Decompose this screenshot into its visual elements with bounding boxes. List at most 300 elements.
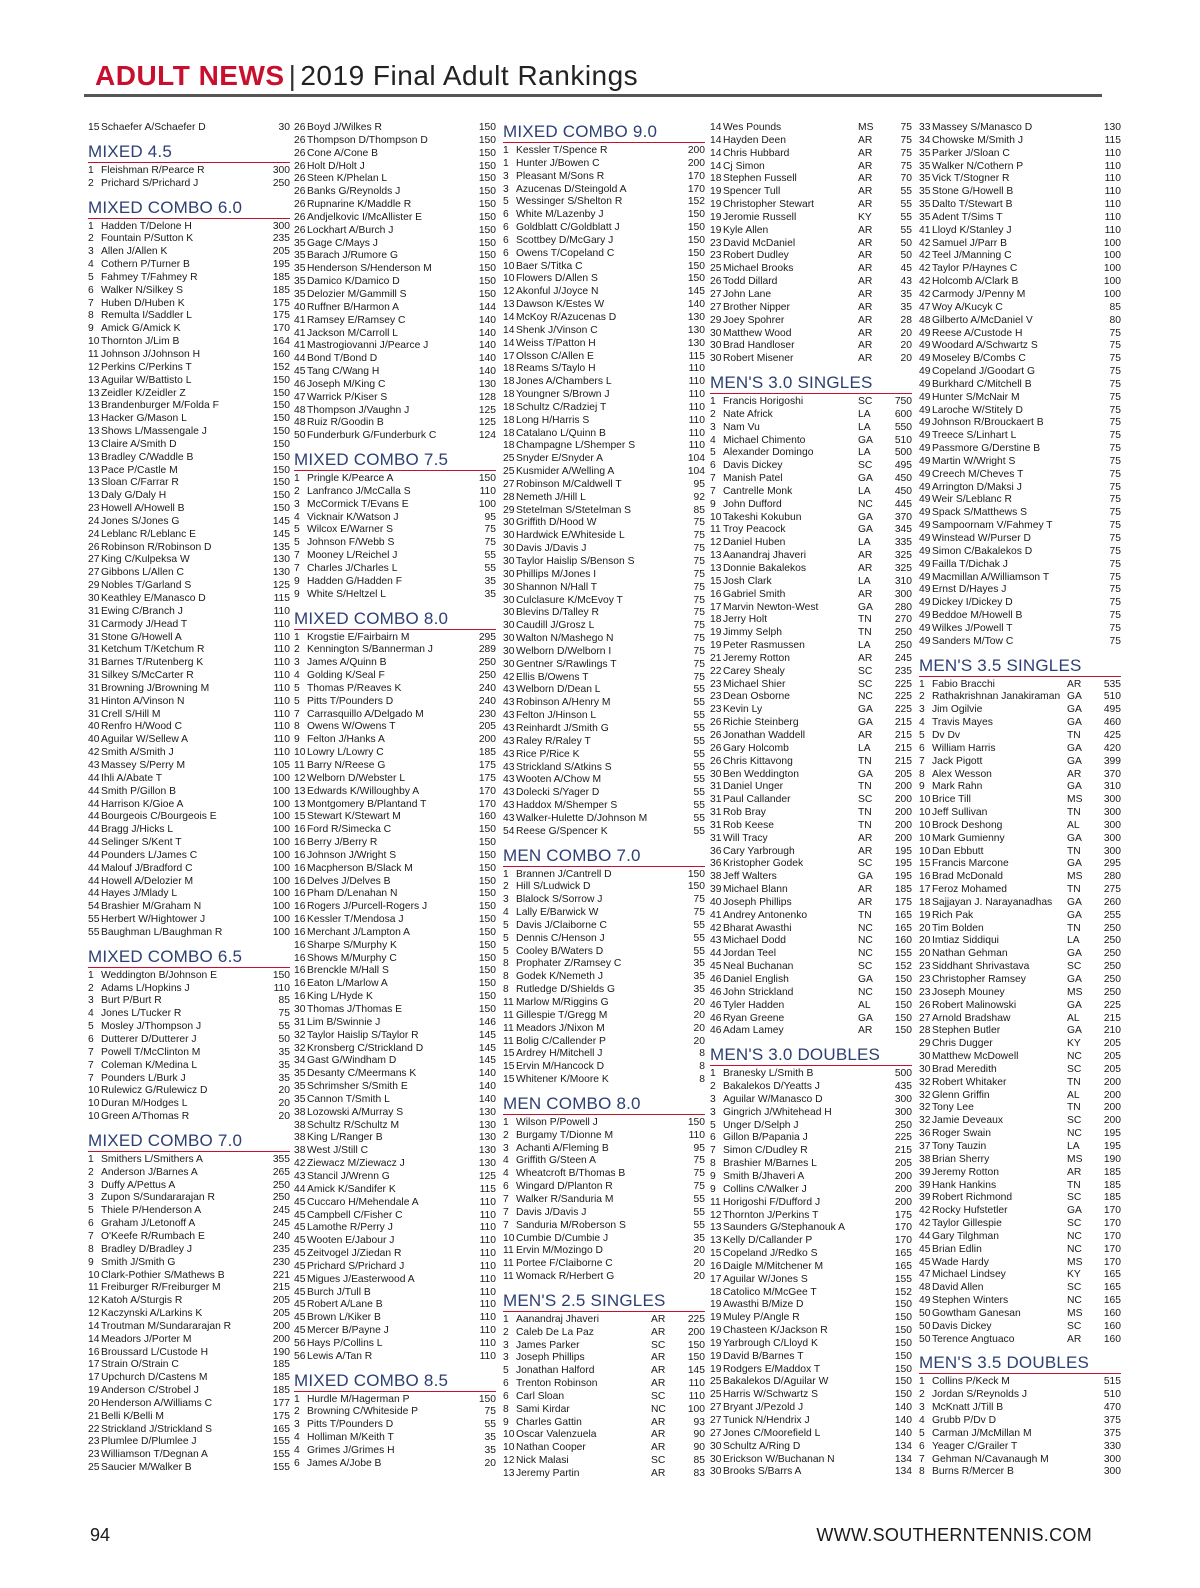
points: 150 [478,173,496,185]
rank: 30 [503,607,515,619]
ranking-row [88,773,290,786]
ranking-row [919,225,1121,238]
points: 170 [687,183,705,195]
player-name: Adams L/Hopkins J [101,982,190,994]
ranking-row [503,248,705,261]
player-name: Daniel Huben [723,537,786,549]
ranking-row [88,1372,290,1385]
player-name: Pham D/Lenahan N [307,888,398,900]
rank: 1 [919,1376,925,1388]
ranking-row [503,1233,705,1246]
points: 35 [484,588,496,600]
player-name: Zeitvogel J/Ziedan R [307,1248,402,1260]
rank: 13 [88,464,100,476]
points: 50 [278,1034,290,1045]
rank: 4 [88,259,94,271]
rank: 7 [294,550,300,562]
ranking-row [919,974,1121,987]
points: 150 [894,999,912,1011]
rank: 31 [710,781,722,793]
ranking-row [294,863,496,876]
player-name: Hayes J/Mlady L [101,888,178,900]
rank: 30 [503,620,515,632]
section-title: MIXED COMBO 7.0 [88,1131,290,1152]
player-name: Smith A/Smith J [101,747,174,759]
state: SC [1067,1192,1082,1204]
ranking-row [919,1321,1121,1334]
player-name: McKnatt J/Till B [932,1402,1004,1414]
ranking-row [503,1130,705,1143]
points: 225 [894,1132,912,1144]
rank: 13 [710,550,722,562]
state: TN [1067,1102,1081,1114]
rank: 56 [294,1337,306,1349]
ranking-row [88,1073,290,1086]
rank: 26 [710,755,722,767]
state: GA [1067,896,1082,908]
player-name: Azucenas D/Steingold A [516,183,627,195]
rank: 6 [919,742,925,754]
section-title: MIXED COMBO 8.5 [294,1371,496,1392]
ranking-row [919,263,1121,276]
player-name: Lally E/Barwick W [516,907,599,919]
points: 150 [272,400,290,412]
points: 150 [272,413,290,425]
page-header [95,60,638,92]
player-name: Jeff Walters [723,871,777,883]
rank: 26 [294,134,306,146]
ranking-row [294,734,496,747]
points: 75 [484,1406,496,1418]
points: 165 [272,1423,290,1435]
player-name: Charles J/Charles L [307,563,398,574]
rank: 16 [294,978,306,990]
points: 20 [278,1111,290,1123]
rank: 18 [503,389,515,401]
ranking-row [710,238,912,251]
rank: 3 [503,183,509,195]
rank: 42 [710,922,722,934]
ranking-row [919,1441,1121,1454]
ranking-row [88,1180,290,1193]
state: GA [858,704,873,716]
player-name: Rodgers E/Maddox T [723,1363,821,1375]
state: TN [1067,1179,1081,1191]
points: 145 [687,286,705,298]
player-name: Welborn D/Webster L [307,772,406,784]
player-name: Massey S/Perry M [101,759,186,771]
state: AR [651,1468,666,1479]
player-name: Aanandraj Jhaveri [723,550,806,562]
points: 200 [1103,1102,1121,1114]
player-name: Taylor Haislip S/Taylor R [307,1029,419,1041]
points: 95 [484,511,496,523]
ranking-row [294,991,496,1004]
player-name: Alexander Domingo [723,447,814,459]
rank: 30 [503,658,515,670]
points: 325 [894,550,912,562]
player-name: Golding K/Seal F [307,670,385,682]
ranking-row [294,657,496,670]
points: 75 [1109,430,1121,442]
rank: 25 [710,1389,722,1401]
player-name: James A/Jobe B [307,1457,382,1469]
points: 150 [478,862,496,874]
ranking-row [710,289,912,302]
rank: 14 [503,311,515,323]
rank: 35 [919,173,931,185]
player-name: Gehman N/Cavanaugh M [932,1453,1049,1465]
player-name: Weddington B/Johnson E [101,969,218,981]
rank: 14 [88,1333,100,1345]
points: 150 [478,237,496,249]
rank: 15 [88,122,100,133]
player-name: Christopher Ramsey [932,974,1026,985]
ranking-row [88,1008,290,1021]
ranking-row [710,122,912,135]
ranking-row [88,1257,290,1270]
rank: 46 [710,999,722,1011]
ranking-row [919,1128,1121,1141]
rank: 41 [919,224,931,236]
state: SC [858,460,873,472]
ranking-row [294,799,496,812]
rank: 44 [88,798,100,810]
points: 300 [272,220,290,232]
rank: 31 [88,605,100,617]
column-5 [919,122,1121,1481]
points: 80 [1109,314,1121,326]
player-name: Robert Whitaker [932,1076,1007,1088]
points: 164 [272,336,290,348]
ranking-row [503,222,705,235]
rank: 43 [503,812,515,824]
player-name: Felton J/Hanks A [307,734,385,746]
points: 150 [478,147,496,159]
player-name: Green A/Thomas R [101,1111,190,1123]
points: 150 [894,1325,912,1337]
rank: 27 [710,288,722,300]
player-name: Chowske M/Smith J [932,134,1023,146]
points: 110 [273,708,290,720]
player-name: Burch J/Tull B [307,1286,371,1298]
points: 130 [687,337,705,349]
ranking-row [88,721,290,734]
rank: 19 [919,909,931,921]
points: 150 [894,986,912,998]
player-name: Raley R/Raley T [516,735,591,747]
state: AR [858,224,873,236]
points: 240 [478,695,496,707]
rank: 23 [710,691,722,703]
ranking-row [88,567,290,580]
player-name: Boyd J/Wilkes R [307,122,382,133]
player-name: Johnson J/Wright S [307,849,397,861]
rank: 17 [710,1273,722,1285]
ranking-row [919,1077,1121,1090]
player-name: Joseph Mouney [932,986,1005,998]
points: 240 [478,682,496,694]
rank: 39 [919,1192,931,1204]
points: 170 [1103,1243,1121,1255]
ranking-row [88,298,290,311]
rank: 40 [294,301,306,313]
rank: 13 [710,1235,722,1247]
rank: 16 [710,588,722,600]
state: MS [1067,986,1083,998]
points: 150 [687,1352,705,1364]
player-name: Davis Dickey [723,460,783,472]
rank: 44 [88,875,100,887]
rank: 26 [710,742,722,754]
state: NC [1067,1051,1082,1063]
rank: 43 [503,774,515,786]
points: 140 [687,299,705,311]
ranking-row [503,1155,705,1168]
rank: 31 [88,682,100,694]
player-name: Ellis B/Owens T [516,671,589,683]
points: 145 [478,1029,496,1041]
state: AR [858,237,873,249]
rank: 19 [710,199,722,211]
player-name: Hank Hankins [932,1179,997,1191]
rank: 8 [503,971,509,983]
rank: 43 [503,710,515,722]
points: 55 [484,550,496,562]
ranking-row [503,595,705,608]
points: 177 [272,1397,290,1409]
ranking-row [919,1231,1121,1244]
player-name: Massey S/Manasco D [932,122,1033,133]
player-name: Unger D/Selph J [723,1119,799,1131]
points: 152 [272,361,290,373]
section-title: MIXED COMBO 9.0 [503,122,705,143]
rank: 30 [503,568,515,580]
ranking-row [294,486,496,499]
ranking-row [919,923,1121,936]
state: NC [858,498,873,510]
player-name: Manish Patel [723,473,783,485]
ranking-row [919,769,1121,782]
player-name: Brannen J/Cantrell D [516,868,612,880]
ranking-row [503,684,705,697]
rank: 13 [88,426,100,438]
points: 185 [272,284,290,296]
player-name: Michael Dodd [723,935,786,947]
points: 35 [693,984,705,996]
points: 150 [894,1012,912,1024]
ranking-row [503,1245,705,1258]
player-name: Martin W/Wright S [932,455,1016,467]
ranking-row [294,589,496,602]
ranking-row [710,1389,912,1402]
ranking-row [503,1207,705,1220]
ranking-row [919,679,1121,692]
ranking-row [503,389,705,402]
points: 35 [278,1046,290,1058]
rank: 45 [294,1325,306,1337]
points: 160 [272,348,290,360]
rank: 1 [503,1313,509,1325]
state: AR [858,1025,873,1037]
points: 150 [272,477,290,489]
ranking-row [503,762,705,775]
points: 100 [272,837,290,849]
points: 185 [1103,1179,1121,1191]
player-name: Shows L/Massengale J [101,426,207,438]
points: 150 [478,288,496,300]
points: 110 [688,363,705,375]
points: 30 [278,122,290,133]
points: 150 [687,1116,705,1128]
ranking-row [503,158,705,171]
state: GA [1067,755,1082,767]
player-name: Youngner S/Brown J [516,389,610,401]
points: 300 [1103,1466,1121,1478]
rank: 42 [294,1158,306,1170]
ranking-row [503,881,705,894]
points: 85 [1109,301,1121,313]
points: 55 [693,722,705,734]
player-name: Daniel English [723,974,789,985]
points: 110 [1104,186,1121,198]
ranking-row [294,1171,496,1184]
state: AR [858,134,873,146]
player-name: Samuel J/Parr B [932,237,1007,249]
rank: 42 [919,1218,931,1230]
ranking-row [88,914,290,927]
player-name: Matthew Wood [723,327,792,339]
player-name: Reese A/Custode H [932,327,1023,339]
rank: 47 [919,301,931,313]
ranking-row [503,1168,705,1181]
player-name: Alex Wesson [932,768,992,780]
points: 200 [272,1320,290,1332]
rank: 19 [710,224,722,236]
ranking-row [294,696,496,709]
player-name: Lloyd K/Stanley J [932,224,1012,236]
points: 115 [688,350,705,362]
points: 195 [272,259,290,271]
ranking-row [294,263,496,276]
player-name: Gillon B/Papania J [723,1132,808,1144]
rank: 20 [88,1397,100,1409]
ranking-row [710,1325,912,1338]
rank: 10 [503,1232,515,1244]
player-name: Hacker G/Mason L [101,413,187,425]
player-name: Kaczynski A/Larkins K [101,1308,203,1320]
ranking-row [88,1244,290,1257]
points: 195 [894,871,912,883]
points: 150 [272,451,290,463]
ranking-row [503,312,705,325]
rank: 5 [710,447,716,459]
points: 100 [1103,288,1121,300]
rank: 4 [294,1432,300,1444]
player-name: Andjelkovic I/McAllister E [307,211,423,223]
state: GA [1067,909,1082,921]
points: 160 [1103,1307,1121,1319]
state: AR [1067,768,1082,780]
state: LA [858,408,871,420]
points: 150 [894,1312,912,1324]
points: 100 [272,875,290,887]
points: 100 [1103,263,1121,275]
ranking-row [710,173,912,186]
ranking-row [710,1184,912,1197]
ranking-row [88,1167,290,1180]
points: 215 [894,729,912,741]
player-name: Thomas P/Reaves K [307,682,402,694]
ranking-row [919,781,1121,794]
ranking-row [710,435,912,448]
points: 200 [894,1183,912,1195]
ranking-row [503,736,705,749]
player-name: Tim Bolden [932,922,984,934]
rank: 7 [88,1059,94,1071]
rank: 16 [294,901,306,913]
player-name: Long H/Harris S [516,414,590,426]
player-name: John Dufford [723,498,782,510]
points: 200 [894,1196,912,1208]
player-name: Stephen Butler [932,1025,1001,1037]
ranking-row [710,1068,912,1081]
state: LA [858,537,871,549]
ranking-row [294,225,496,238]
ranking-row [294,914,496,927]
rank: 3 [919,704,925,716]
rank: 4 [88,1008,94,1020]
player-name: Lanfranco J/McCalla S [307,485,411,497]
rank: 24 [88,515,100,527]
points: 55 [693,684,705,696]
ranking-row [88,1047,290,1060]
rank: 1 [294,1393,300,1405]
points: 450 [894,485,912,497]
state: GA [1067,742,1082,754]
points: 110 [688,389,705,401]
rank: 2 [88,982,94,994]
points: 280 [894,601,912,613]
points: 100 [1103,250,1121,262]
rank: 3 [503,170,509,182]
points: 515 [1103,1376,1121,1388]
points: 150 [478,276,496,288]
ranking-row [710,186,912,199]
player-name: Schultz A/Ring D [723,1440,801,1452]
rank: 16 [88,1346,100,1358]
points: 150 [478,901,496,913]
rank: 7 [710,473,716,485]
rank: 45 [294,1196,306,1208]
player-name: Brenckle M/Hall S [307,965,389,977]
points: 215 [894,717,912,729]
ranking-row [710,833,912,846]
ranking-row [88,876,290,889]
ranking-row [503,209,705,222]
player-name: Stephen Winters [932,1295,1009,1307]
player-name: Baer S/Titka C [516,260,583,272]
state: GA [1067,948,1082,960]
player-name: Bryant J/Pezold J [723,1402,804,1414]
ranking-row [919,884,1121,897]
player-name: Anderson J/Barnes A [101,1166,198,1178]
points: 110 [1104,147,1121,159]
ranking-section [503,122,705,839]
player-name: Jamie Deveaux [932,1115,1003,1127]
points: 325 [894,563,912,574]
player-name: Cone A/Cone B [307,147,378,159]
